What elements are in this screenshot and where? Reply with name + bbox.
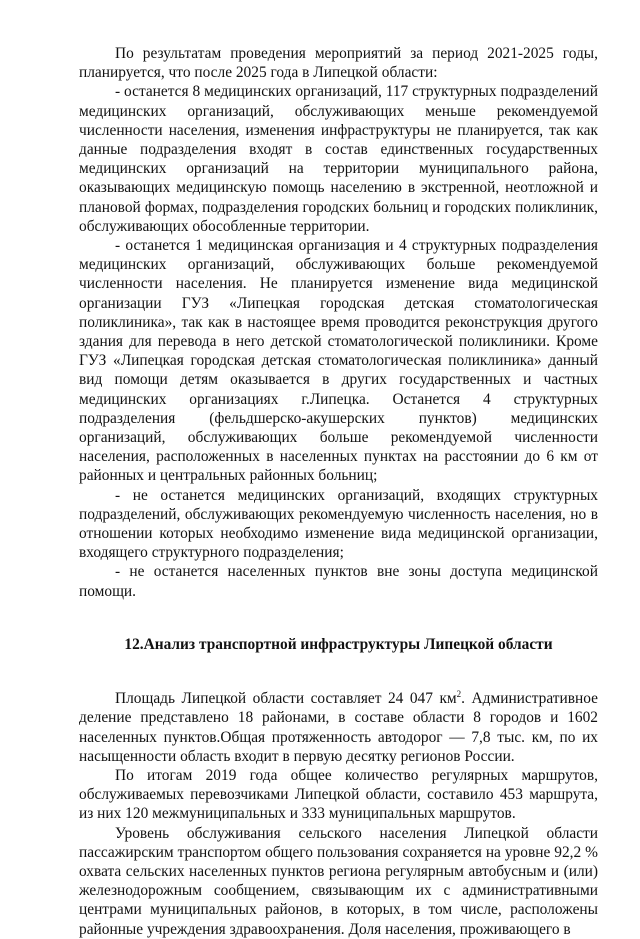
bullet-paragraph: - не останется медицинских организаций, входящих структурных подразделений, обслуживающих рекомендуемую численность населения, но в отношении которых необходимо изменение вида медицинской организации, входящего структурного подразделения; <box>79 486 598 562</box>
area-text-after: . Административное деление представлено 18 районами, в составе области 8 городов и 1602 населенных пунктов.Общая протяженность автодорог — 7,8 тыс. км, по их насыщенности область входит в первую десятку регионов России. <box>79 690 598 765</box>
service-paragraph: Уровень обслуживания сельского населения Липецкой области пассажирским транспортом общего пользования сохраняется на уровне 92,2 % охвата сельских населенных пунктов региона регулярным автобусным и (или) железнодорожным сообщением, связывающим их с административными центрами муниципальных районов, в которых, в том числе, расположены районные учреждения здравоохранения. Доля населения, проживающего в <box>79 824 598 938</box>
section-heading: 12.Анализ транспортной инфраструктуры Липецкой области <box>124 635 553 653</box>
bullet-paragraph: - останется 1 медицинская организация и 4 структурных подразделения медицинских организаций, обслуживающих больше рекомендуемой численности населения. Не планируется изменение вида медицинской организации ГУЗ «Липецкая городская детская стоматологическая поликлиника», так как в настоящее время проводится реконструкция другого здания для перевода в него детской стоматологической поликлиники. Кроме ГУЗ «Липецкая городская детская стоматологическая поликлиника» данный вид помощи детям оказывается в других государственных и частных медицинских организациях г.Липецка. Останется 4 структурных подразделения (фельдшерско-акушерских пунктов) медицинских организаций, обслуживающих больше рекомендуемой численности населения, расположенных в населенных пунктах на расстоянии до 6 км от районных и центральных районных больниц; <box>79 237 598 485</box>
routes-paragraph: По итогам 2019 года общее количество регулярных маршрутов, обслуживаемых перевозчиками Липецкой области, составило 453 маршрута, из них 120 межмуниципальных и 333 муниципальных маршрутов. <box>79 766 598 823</box>
area-superscript: 2 <box>456 688 462 699</box>
bullet-paragraph: - не останется населенных пунктов вне зоны доступа медицинской помощи. <box>79 563 598 600</box>
bullet-paragraph: - останется 8 медицинских организаций, 117 структурных подразделений медицинских организаций, обслуживающих меньше рекомендуемой численности населения, изменения инфраструктуры не планируется, так как данные подразделения входят в состав единственных государственных медицинских организаций на территории муниципального района, оказывающих медицинскую помощь населению в экстренной, неотложной и плановой формах, подразделения городских больниц и городских поликлиник, обслуживающих обособленные территории. <box>79 83 598 235</box>
intro-paragraph: По результатам проведения мероприятий за период 2021-2025 годы, планируется, что после 2025 года в Липецкой области: <box>79 45 598 82</box>
area-text-before: Площадь Липецкой области составляет 24 047 км <box>115 690 457 708</box>
area-paragraph <box>79 689 598 766</box>
